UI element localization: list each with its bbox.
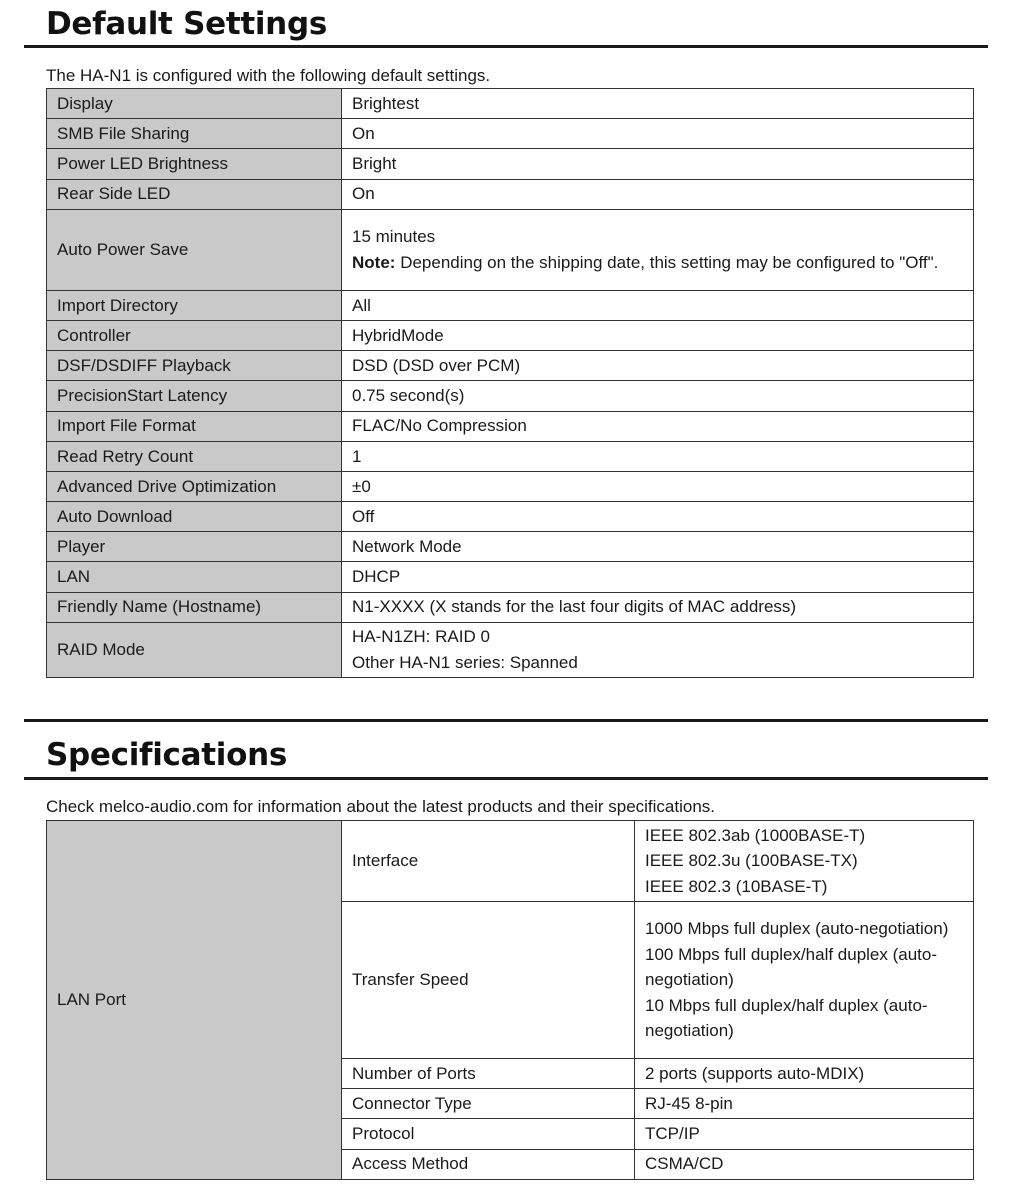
spec-value: TCP/IP	[635, 1119, 974, 1149]
table-row	[47, 351, 974, 381]
setting-value-line: Other HA-N1 series: Spanned	[352, 652, 578, 672]
table-row	[47, 562, 974, 592]
spec-label: Protocol	[342, 1119, 635, 1149]
setting-value: ±0	[342, 471, 974, 501]
setting-value: On	[342, 179, 974, 209]
setting-label: Import File Format	[47, 411, 342, 441]
setting-value: FLAC/No Compression	[342, 411, 974, 441]
spec-group-label: LAN Port	[47, 821, 342, 1180]
table-row	[47, 821, 974, 902]
setting-value: 1	[342, 441, 974, 471]
specifications-table	[46, 820, 974, 1180]
setting-label: Auto Download	[47, 502, 342, 532]
note-label: Note:	[352, 252, 396, 272]
setting-value: On	[342, 119, 974, 149]
setting-label: Import Directory	[47, 290, 342, 320]
table-row	[47, 532, 974, 562]
setting-label: Advanced Drive Optimization	[47, 471, 342, 501]
setting-value	[342, 209, 974, 290]
setting-label: Power LED Brightness	[47, 149, 342, 179]
setting-label: Player	[47, 532, 342, 562]
spec-value-line: IEEE 802.3 (10BASE-T)	[645, 876, 828, 896]
table-row	[47, 381, 974, 411]
table-row	[47, 179, 974, 209]
table-row	[47, 320, 974, 350]
setting-label: Controller	[47, 320, 342, 350]
spec-value: 2 ports (supports auto-MDIX)	[635, 1059, 974, 1089]
table-row	[47, 290, 974, 320]
setting-label: Friendly Name (Hostname)	[47, 592, 342, 622]
table-row	[47, 149, 974, 179]
setting-value-main: 15 minutes	[352, 227, 436, 247]
table-row	[47, 502, 974, 532]
table-row	[47, 89, 974, 119]
setting-label: DSF/DSDIFF Playback	[47, 351, 342, 381]
setting-value	[342, 622, 974, 677]
setting-label: Read Retry Count	[47, 441, 342, 471]
setting-label: Auto Power Save	[47, 209, 342, 290]
spec-value-line: 100 Mbps full duplex/half duplex (auto-negotiation)	[645, 944, 938, 990]
setting-note	[352, 253, 938, 272]
spec-label: Interface	[342, 821, 635, 902]
spec-label: Connector Type	[342, 1089, 635, 1119]
setting-value: N1-XXXX (X stands for the last four digits of MAC address)	[342, 592, 974, 622]
spec-value: CSMA/CD	[635, 1149, 974, 1179]
spec-value-line: 10 Mbps full duplex/half duplex (auto-negotiation)	[645, 995, 928, 1041]
setting-value: 0.75 second(s)	[342, 381, 974, 411]
default-settings-table	[46, 88, 974, 678]
setting-value: DHCP	[342, 562, 974, 592]
default-settings-title: Default Settings	[46, 6, 327, 42]
setting-value: HybridMode	[342, 320, 974, 350]
section-divider	[24, 45, 988, 48]
note-text: Depending on the shipping date, this setting may be configured to "Off".	[400, 252, 939, 272]
table-row	[47, 441, 974, 471]
setting-label: RAID Mode	[47, 622, 342, 677]
specifications-intro: Check melco-audio.com for information about the latest products and their specifications.	[46, 797, 716, 816]
setting-label: SMB File Sharing	[47, 119, 342, 149]
setting-value: Network Mode	[342, 532, 974, 562]
table-row	[47, 119, 974, 149]
section-divider	[24, 719, 988, 722]
spec-value-line: 1000 Mbps full duplex (auto-negotiation)	[645, 919, 949, 939]
spec-value	[635, 902, 974, 1059]
setting-value: All	[342, 290, 974, 320]
spec-value-line: IEEE 802.3ab (1000BASE-T)	[645, 825, 866, 845]
table-row	[47, 592, 974, 622]
setting-value: Off	[342, 502, 974, 532]
spec-label: Transfer Speed	[342, 902, 635, 1059]
table-row	[47, 209, 974, 290]
specifications-title: Specifications	[46, 737, 288, 773]
table-row	[47, 471, 974, 501]
setting-value: Bright	[342, 149, 974, 179]
setting-label: PrecisionStart Latency	[47, 381, 342, 411]
setting-label: Rear Side LED	[47, 179, 342, 209]
section-divider	[24, 777, 988, 780]
setting-label: LAN	[47, 562, 342, 592]
spec-label: Access Method	[342, 1149, 635, 1179]
table-row	[47, 411, 974, 441]
spec-value-line: IEEE 802.3u (100BASE-TX)	[645, 851, 858, 871]
setting-label: Display	[47, 89, 342, 119]
spec-value: RJ-45 8-pin	[635, 1089, 974, 1119]
setting-value: Brightest	[342, 89, 974, 119]
spec-value	[635, 821, 974, 902]
default-settings-intro: The HA-N1 is configured with the following default settings.	[46, 66, 491, 85]
setting-value-line: HA-N1ZH: RAID 0	[352, 627, 490, 647]
setting-value: DSD (DSD over PCM)	[342, 351, 974, 381]
spec-label: Number of Ports	[342, 1059, 635, 1089]
table-row	[47, 622, 974, 677]
